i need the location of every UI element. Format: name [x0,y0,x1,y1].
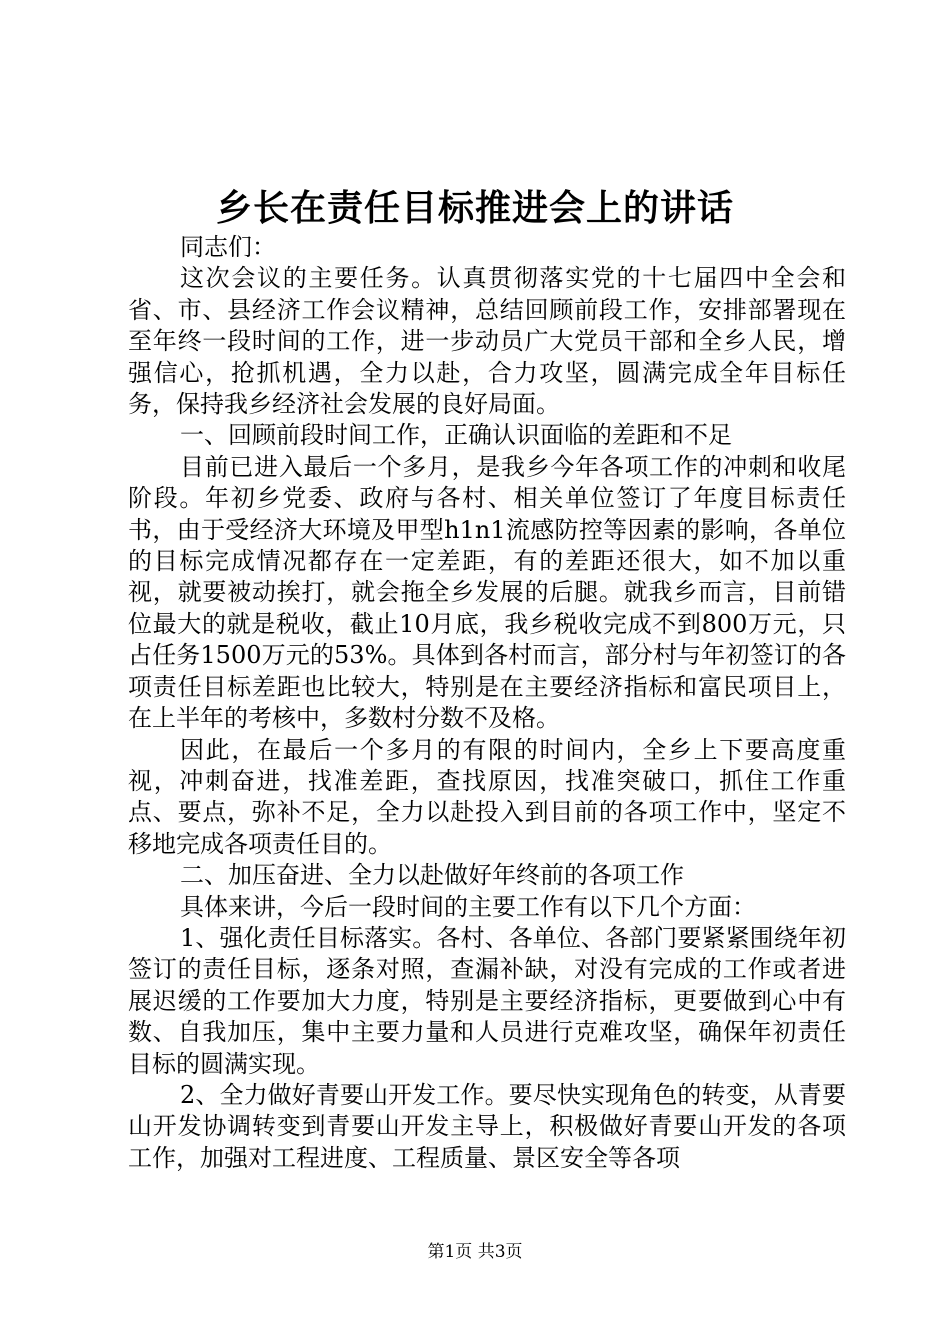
paragraph-intro: 这次会议的主要任务。认真贯彻落实党的十七届四中全会和省、市、县经济工作会议精神，总结回顾前段工作，安排部署现在至年终一段时间的工作，进一步动员广大党员干部和全乡人民，增强信心，抢抓机遇，全力以赴，合力攻坚，圆满完成全年目标任务，保持我乡经济社会发展的良好局面。 [128,264,846,419]
document-body [128,232,846,1174]
paragraph-review: 目前已进入最后一个多月，是我乡今年各项工作的冲刺和收尾阶段。年初乡党委、政府与各村、相关单位签订了年度目标责任书，由于受经济大环境及甲型h1n1流感防控等因素的影响，各单位的目标完成情况都存在一定差距，有的差距还很大，如不加以重视，就要被动挨打，就会拖全乡发展的后腿。就我乡而言，目前错位最大的就是税收，截止10月底，我乡税收完成不到800万元，只占任务1500万元的53%。具体到各村而言，部分村与年初签订的各项责任目标差距也比较大，特别是在主要经济指标和富民项目上，在上半年的考核中，多数村分数不及格。 [128,452,846,733]
document-title: 乡长在责任目标推进会上的讲话 [215,187,734,229]
paragraph-item-2: 2、全力做好青要山开发工作。要尽快实现角色的转变，从青要山开发协调转变到青要山开发主导上，积极做好青要山开发的各项工作，加强对工程进度、工程质量、景区安全等各项 [128,1080,846,1172]
section-heading-1: 一、回顾前段时间工作，正确认识面临的差距和不足 [180,421,732,450]
paragraph-therefore: 因此，在最后一个多月的有限的时间内，全乡上下要高度重视，冲刺奋进，找准差距，查找原因，找准突破口，抓住工作重点、要点，弥补不足，全力以赴投入到目前的各项工作中，坚定不移地完成各项责任目的。 [128,735,846,858]
paragraph-salutation: 同志们： [180,233,276,261]
paragraph-specific: 具体来讲，今后一段时间的主要工作有以下几个方面： [180,892,756,921]
section-heading-2: 二、加压奋进、全力以赴做好年终前的各项工作 [180,861,684,890]
paragraph-item-1: 1、强化责任目标落实。各村、各单位、各部门要紧紧围绕年初签订的责任目标，逐条对照，查漏补缺，对没有完成的工作或者进展迟缓的工作要加大力度，特别是主要经济指标，更要做到心中有数、自我加压，集中主要力量和人员进行克难攻坚，确保年初责任目标的圆满实现。 [128,923,846,1078]
page-number: 第1页 共3页 [427,1242,523,1262]
